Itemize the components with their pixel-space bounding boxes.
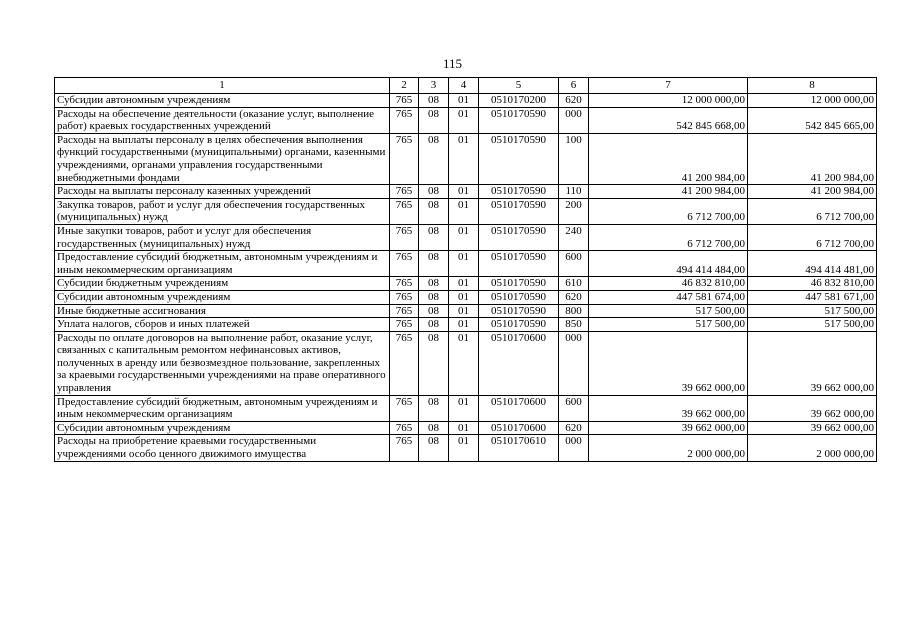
cell-code-5: 0510170610	[479, 435, 559, 461]
cell-name: Предоставление субсидий бюджетным, автономным учреждениям и иным некоммерческим организациям	[55, 251, 390, 277]
cell-code-6: 610	[559, 277, 589, 291]
cell-amount-8: 517 500,00	[748, 304, 877, 318]
table-row	[55, 107, 877, 133]
cell-code-4: 01	[449, 251, 479, 277]
table-row	[55, 251, 877, 277]
table-row	[55, 277, 877, 291]
cell-name: Расходы на выплаты персоналу в целях обеспечения выполнения функций государственными (муниципальными) органами, казенными учреждениями, органами управления государственными внебюджетными фондами	[55, 133, 390, 184]
cell-code-2: 765	[390, 198, 419, 224]
cell-amount-7: 2 000 000,00	[589, 435, 748, 461]
cell-amount-8: 6 712 700,00	[748, 198, 877, 224]
cell-code-4: 01	[449, 304, 479, 318]
cell-amount-7: 6 712 700,00	[589, 224, 748, 250]
cell-name: Расходы на приобретение краевыми государственными учреждениями особо ценного движимого имущества	[55, 435, 390, 461]
cell-amount-8: 6 712 700,00	[748, 224, 877, 250]
cell-code-3: 08	[419, 395, 449, 421]
cell-amount-8: 2 000 000,00	[748, 435, 877, 461]
cell-code-5: 0510170590	[479, 224, 559, 250]
cell-code-6: 000	[559, 107, 589, 133]
cell-amount-7: 46 832 810,00	[589, 277, 748, 291]
cell-name: Предоставление субсидий бюджетным, автономным учреждениям и иным некоммерческим организациям	[55, 395, 390, 421]
cell-name: Субсидии автономным учреждениям	[55, 94, 390, 108]
cell-code-5: 0510170590	[479, 304, 559, 318]
cell-code-6: 800	[559, 304, 589, 318]
header-cell: 1	[55, 78, 390, 94]
cell-code-6: 620	[559, 290, 589, 304]
cell-name: Уплата налогов, сборов и иных платежей	[55, 318, 390, 332]
cell-code-4: 01	[449, 133, 479, 184]
table-row	[55, 331, 877, 395]
cell-amount-8: 39 662 000,00	[748, 331, 877, 395]
cell-amount-7: 39 662 000,00	[589, 421, 748, 435]
cell-code-6: 600	[559, 251, 589, 277]
cell-code-2: 765	[390, 421, 419, 435]
header-cell: 7	[589, 78, 748, 94]
table-row	[55, 435, 877, 461]
cell-amount-8: 542 845 665,00	[748, 107, 877, 133]
cell-amount-8: 41 200 984,00	[748, 133, 877, 184]
page-number: 115	[442, 56, 463, 71]
cell-amount-8: 517 500,00	[748, 318, 877, 332]
cell-code-3: 08	[419, 224, 449, 250]
cell-code-4: 01	[449, 224, 479, 250]
cell-name: Субсидии автономным учреждениям	[55, 290, 390, 304]
cell-name: Расходы по оплате договоров на выполнение работ, оказание услуг, связанных с капитальным ремонтом нефинансовых активов, полученных в аренду или безвозмездное пользование, закрепленных за краевыми государственными учреждениями на праве оперативного управления	[55, 331, 390, 395]
header-cell: 4	[449, 78, 479, 94]
cell-code-5: 0510170600	[479, 331, 559, 395]
cell-code-2: 765	[390, 304, 419, 318]
cell-code-5: 0510170200	[479, 94, 559, 108]
cell-code-3: 08	[419, 421, 449, 435]
cell-code-5: 0510170600	[479, 395, 559, 421]
cell-code-4: 01	[449, 107, 479, 133]
cell-name: Иные закупки товаров, работ и услуг для обеспечения государственных (муниципальных) нужд	[55, 224, 390, 250]
cell-name: Субсидии автономным учреждениям	[55, 421, 390, 435]
cell-code-6: 000	[559, 331, 589, 395]
cell-code-4: 01	[449, 331, 479, 395]
cell-amount-8: 46 832 810,00	[748, 277, 877, 291]
table-row	[55, 224, 877, 250]
cell-amount-8: 447 581 671,00	[748, 290, 877, 304]
cell-name: Закупка товаров, работ и услуг для обеспечения государственных (муниципальных) нужд	[55, 198, 390, 224]
cell-code-6: 620	[559, 421, 589, 435]
cell-code-3: 08	[419, 198, 449, 224]
cell-code-4: 01	[449, 185, 479, 199]
table-row	[55, 94, 877, 108]
cell-code-2: 765	[390, 185, 419, 199]
cell-code-2: 765	[390, 331, 419, 395]
cell-code-5: 0510170590	[479, 290, 559, 304]
header-cell: 6	[559, 78, 589, 94]
cell-code-5: 0510170590	[479, 251, 559, 277]
cell-name: Расходы на обеспечение деятельности (оказание услуг, выполнение работ) краевых государственных учреждений	[55, 107, 390, 133]
cell-code-2: 765	[390, 435, 419, 461]
table-row	[55, 198, 877, 224]
cell-code-5: 0510170600	[479, 421, 559, 435]
cell-code-4: 01	[449, 277, 479, 291]
table-row	[55, 304, 877, 318]
cell-code-2: 765	[390, 224, 419, 250]
cell-code-3: 08	[419, 318, 449, 332]
cell-amount-7: 39 662 000,00	[589, 395, 748, 421]
cell-code-5: 0510170590	[479, 107, 559, 133]
cell-code-3: 08	[419, 331, 449, 395]
cell-amount-7: 12 000 000,00	[589, 94, 748, 108]
cell-code-6: 110	[559, 185, 589, 199]
cell-code-2: 765	[390, 94, 419, 108]
cell-code-2: 765	[390, 251, 419, 277]
cell-code-6: 240	[559, 224, 589, 250]
cell-code-5: 0510170590	[479, 198, 559, 224]
header-cell: 5	[479, 78, 559, 94]
cell-amount-7: 41 200 984,00	[589, 185, 748, 199]
table-row	[55, 318, 877, 332]
cell-code-4: 01	[449, 421, 479, 435]
cell-code-5: 0510170590	[479, 318, 559, 332]
cell-code-3: 08	[419, 251, 449, 277]
cell-amount-7: 542 845 668,00	[589, 107, 748, 133]
cell-code-5: 0510170590	[479, 185, 559, 199]
cell-code-3: 08	[419, 107, 449, 133]
cell-amount-8: 12 000 000,00	[748, 94, 877, 108]
cell-amount-7: 517 500,00	[589, 304, 748, 318]
cell-amount-8: 39 662 000,00	[748, 395, 877, 421]
cell-code-4: 01	[449, 395, 479, 421]
cell-code-6: 620	[559, 94, 589, 108]
cell-amount-7: 39 662 000,00	[589, 331, 748, 395]
cell-code-6: 200	[559, 198, 589, 224]
cell-code-4: 01	[449, 94, 479, 108]
cell-amount-7: 517 500,00	[589, 318, 748, 332]
table-row	[55, 421, 877, 435]
cell-code-2: 765	[390, 107, 419, 133]
cell-amount-7: 41 200 984,00	[589, 133, 748, 184]
cell-code-6: 000	[559, 435, 589, 461]
cell-name: Расходы на выплаты персоналу казенных учреждений	[55, 185, 390, 199]
cell-code-3: 08	[419, 290, 449, 304]
cell-code-3: 08	[419, 435, 449, 461]
cell-code-3: 08	[419, 94, 449, 108]
cell-code-4: 01	[449, 290, 479, 304]
table-row	[55, 133, 877, 184]
cell-amount-7: 494 414 484,00	[589, 251, 748, 277]
cell-code-3: 08	[419, 304, 449, 318]
table-row	[55, 290, 877, 304]
cell-code-4: 01	[449, 198, 479, 224]
cell-code-6: 850	[559, 318, 589, 332]
cell-code-5: 0510170590	[479, 277, 559, 291]
cell-code-2: 765	[390, 290, 419, 304]
cell-code-2: 765	[390, 318, 419, 332]
header-cell: 2	[390, 78, 419, 94]
cell-code-2: 765	[390, 395, 419, 421]
cell-code-6: 100	[559, 133, 589, 184]
cell-amount-8: 494 414 481,00	[748, 251, 877, 277]
cell-code-4: 01	[449, 318, 479, 332]
table-header-row	[55, 78, 877, 94]
cell-code-3: 08	[419, 277, 449, 291]
header-cell: 3	[419, 78, 449, 94]
cell-name: Субсидии бюджетным учреждениям	[55, 277, 390, 291]
cell-name: Иные бюджетные ассигнования	[55, 304, 390, 318]
cell-amount-8: 39 662 000,00	[748, 421, 877, 435]
header-cell: 8	[748, 78, 877, 94]
cell-amount-8: 41 200 984,00	[748, 185, 877, 199]
cell-code-2: 765	[390, 277, 419, 291]
budget-table	[54, 77, 877, 462]
cell-code-6: 600	[559, 395, 589, 421]
cell-code-2: 765	[390, 133, 419, 184]
cell-code-3: 08	[419, 185, 449, 199]
cell-code-5: 0510170590	[479, 133, 559, 184]
cell-code-4: 01	[449, 435, 479, 461]
cell-amount-7: 6 712 700,00	[589, 198, 748, 224]
table-row	[55, 185, 877, 199]
cell-amount-7: 447 581 674,00	[589, 290, 748, 304]
cell-code-3: 08	[419, 133, 449, 184]
table-row	[55, 395, 877, 421]
